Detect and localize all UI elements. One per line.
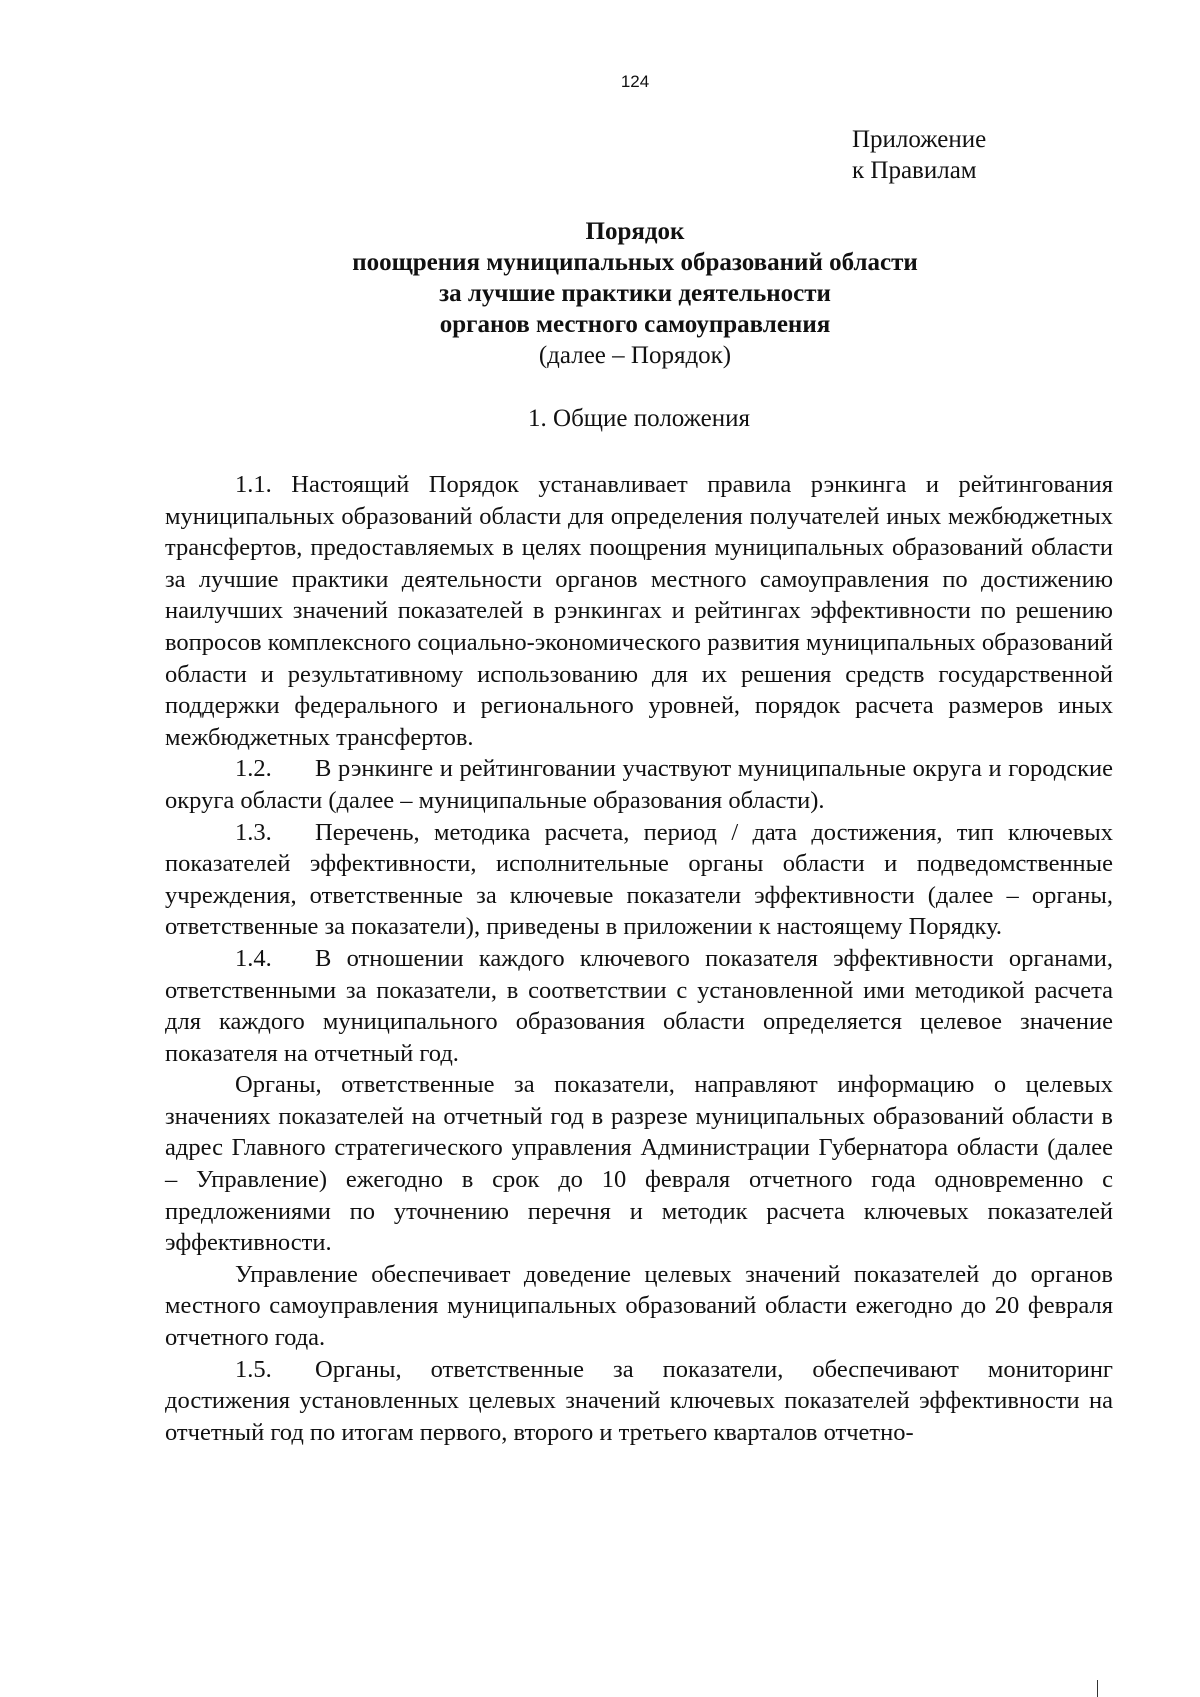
document-title (0, 216, 1200, 371)
scan-mark (1097, 1680, 1098, 1697)
paragraph-number: 1.5. (235, 1355, 272, 1383)
paragraph-1-4-deadline: Управление обеспечивает доведение целевых значений показателей до органов местного самоуправления муниципальных образований области ежегодно до 20 февраля отчетного года. (165, 1260, 1113, 1352)
paragraph-number: 1.3. (235, 818, 272, 846)
title-line-3: за лучшие практики деятельности (439, 280, 831, 307)
paragraph-1-4 (165, 943, 1113, 1069)
paragraph-text: Перечень, методика расчета, период / дата достижения, тип ключевых показателей эффективности, исполнительные органы области и подведомственные учреждения, ответственные за ключевые показатели эффективности (далее – органы, ответственные за показатели), приведены в приложении к настоящему Порядку. (165, 818, 1113, 941)
title-line-4: органов местного самоуправления (439, 311, 831, 338)
title-line-2: поощрения муниципальных образований области (352, 249, 918, 276)
paragraph-text: В рэнкинге и рейтинговании участвуют муниципальные округа и городские округа области (далее – муниципальные образования области). (165, 755, 1113, 814)
paragraph-1-2 (165, 753, 1113, 816)
paragraph-1-4-targets: Органы, ответственные за показатели, направляют информацию о целевых значениях показателей на отчетный год в разрезе муниципальных образований области в адрес Главного стратегического управления Администрации Губернатора области (далее – Управление) ежегодно в срок до 10 февраля отчетного года одновременно с предложениями по уточнению перечня и методик расчета ключевых показателей эффективности. (165, 1071, 1113, 1257)
appendix-label (852, 124, 986, 186)
paragraph-1-1: 1.1. Настоящий Порядок устанавливает правила рэнкинга и рейтингования муниципальных образований области для определения получателей иных межбюджетных трансфертов, предоставляемых в целях поощрения муниципальных образований области за лучшие практики деятельности органов местного самоуправления по достижению наилучших значений показателей в рэнкингах и рейтингах эффективности по решению вопросов комплексного социально-экономического развития муниципальных образований области и результативному использованию для их решения средств государственной поддержки федерального и регионального уровней, порядок расчета размеров иных межбюджетных трансфертов. (165, 471, 1113, 751)
appendix-line-2: к Правилам (852, 157, 977, 184)
paragraph-number: 1.4. (235, 944, 272, 972)
title-line-5: (далее – Порядок) (538, 342, 732, 369)
paragraph-1-3 (165, 817, 1113, 943)
page-number: 124 (620, 72, 650, 91)
paragraph-text: В отношении каждого ключевого показателя эффективности органами, ответственными за показатели, в соответствии с установленной ими методикой расчета для каждого муниципального образования области определяется целевое значение показателя на отчетный год. (165, 944, 1113, 1067)
paragraph-1-5 (165, 1354, 1113, 1449)
paragraph-number: 1.2. (235, 755, 272, 783)
appendix-line-1: Приложение (852, 126, 987, 153)
title-line-1: Порядок (585, 218, 685, 245)
paragraph-text: Органы, ответственные за показатели, обеспечивают мониторинг достижения установленных целевых значений ключевых показателей эффективности на отчетный год по итогам первого, второго и третьего кварталов отчетно- (165, 1355, 1113, 1446)
body-text (165, 469, 1113, 1448)
section-heading: 1. Общие положения (528, 405, 750, 432)
